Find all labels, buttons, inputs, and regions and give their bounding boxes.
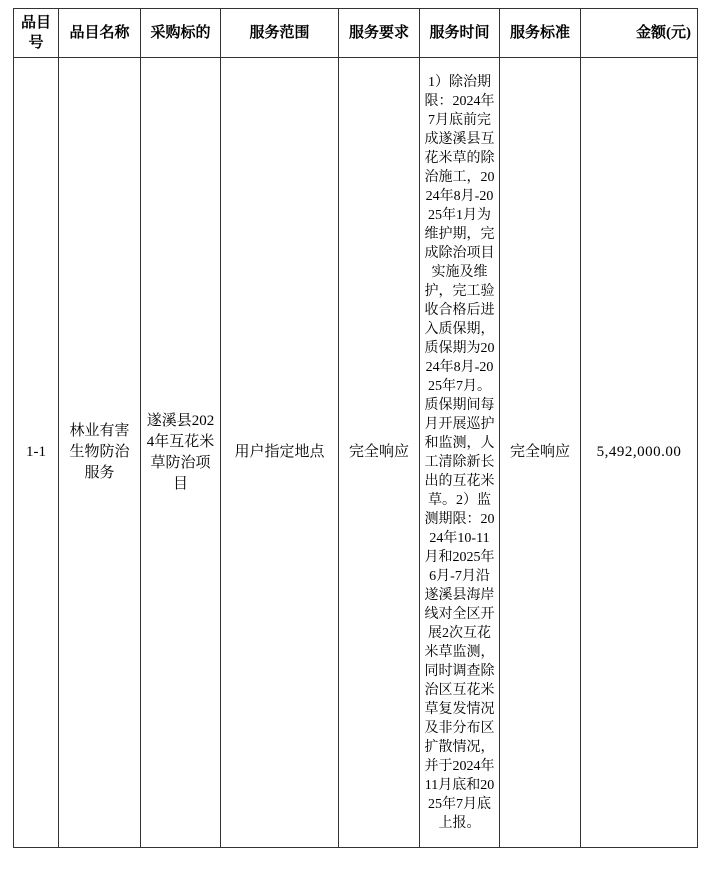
cell-item-no: 1-1 [14,58,59,848]
header-service-standard: 服务标准 [500,9,581,58]
cell-item-name: 林业有害生物防治服务 [59,58,141,848]
header-service-scope: 服务范围 [221,9,339,58]
header-service-time: 服务时间 [420,9,500,58]
document-page [0,8,704,848]
header-item-no: 品目号 [14,9,59,58]
header-amount: 金额(元) [581,9,698,58]
cell-service-requirement: 完全响应 [339,58,420,848]
header-procurement-target: 采购标的 [141,9,221,58]
cell-service-time: 1）除治期限：2024年7月底前完成遂溪县互花米草的除治施工，2024年8月-2025年1月为维护期，完成除治项目实施及维护，完工验收合格后进入质保期，质保期为2024年8月-2025年7月。质保期间每月开展巡护和监测，人工清除新长出的互花米草。2）监测期限：2024年10-11月和2025年6月-7月沿遂溪县海岸线对全区开展2次互花米草监测，同时调查除治区互花米草复发情况及非分布区扩散情况，并于2024年11月底和2025年7月底上报。 [420,58,500,848]
table-row [14,58,698,848]
cell-service-scope: 用户指定地点 [221,58,339,848]
cell-service-standard: 完全响应 [500,58,581,848]
cell-procurement-target: 遂溪县2024年互花米草防治项目 [141,58,221,848]
header-item-name: 品目名称 [59,9,141,58]
procurement-items-table [13,8,698,848]
header-service-requirement: 服务要求 [339,9,420,58]
cell-amount: 5,492,000.00 [581,58,698,848]
header-row [14,9,698,58]
